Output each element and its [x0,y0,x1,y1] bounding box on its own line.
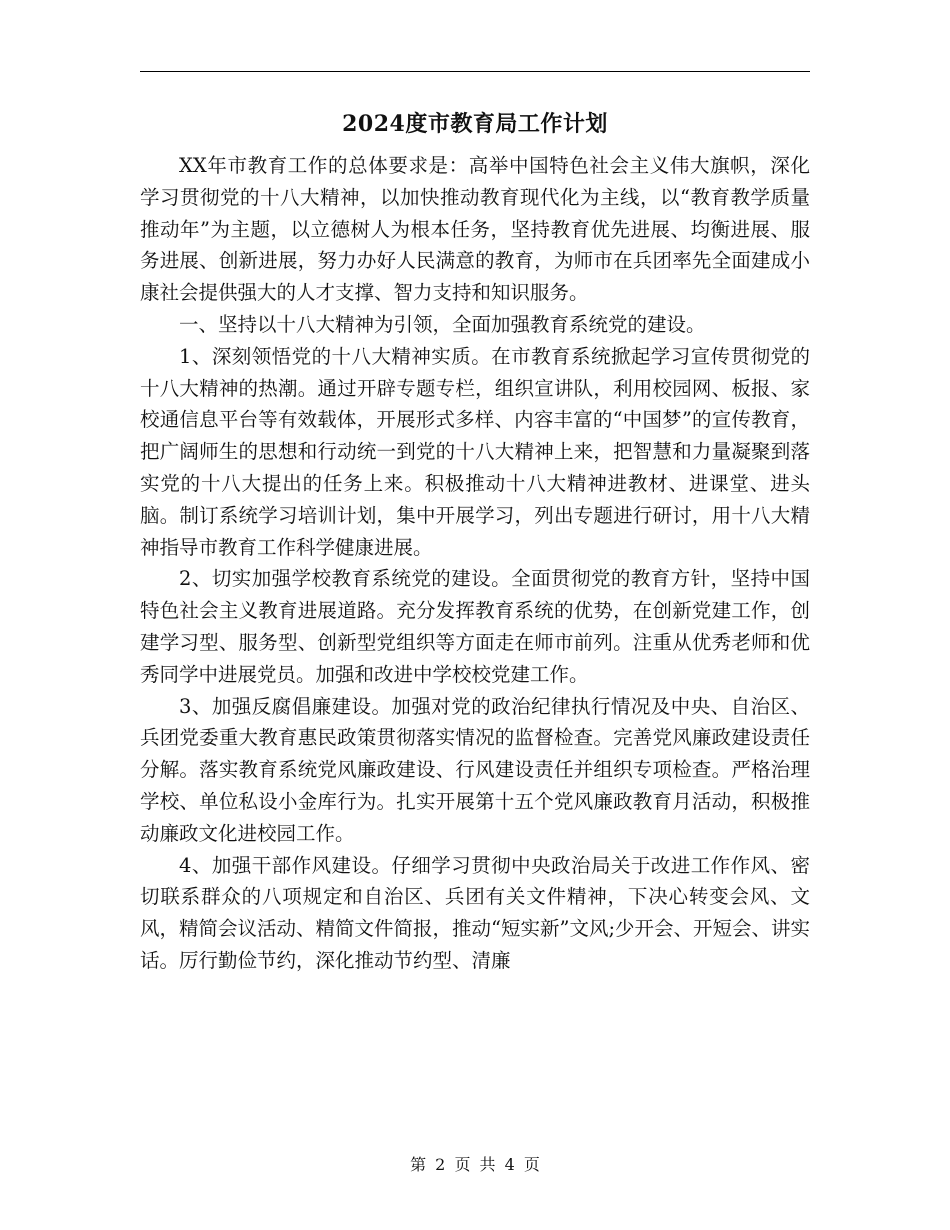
paragraph-item-4: 4、加强干部作风建设。仔细学习贯彻中央政治局关于改进工作作风、密切联系群众的八项规定和自治区、兵团有关文件精神，下决心转变会风、文风，精简会议活动、精简文件简报，推动“短实新”文风;少开会、开短会、讲实话。厉行勤俭节约，深化推动节约型、清廉 [140,853,811,972]
document-body [140,150,810,977]
paragraph-intro: XX年市教育工作的总体要求是：高举中国特色社会主义伟大旗帜，深化学习贯彻党的十八大精神，以加快推动教育现代化为主线，以“教育教学质量推动年”为主题，以立德树人为根本任务，坚持教育优先进展、均衡进展、服务进展、创新进展，努力办好人民满意的教育，为师市在兵团率先全面建成小康社会提供强大的人才支撑、智力支持和知识服务。 [140,154,810,305]
header-rule [140,71,810,72]
document-title: 2024度市教育局工作计划 [342,111,608,137]
page-number: 第 2 页 共 4 页 [410,1155,540,1174]
section-heading-1: 一、坚持以十八大精神为引领，全面加强教育系统党的建设。 [179,312,706,336]
paragraph-item-1: 1、深刻领悟党的十八大精神实质。在市教育系统掀起学习宣传贯彻党的十八大精神的热潮。通过开辟专题专栏，组织宣讲队，利用校园网、板报、家校通信息平台等有效载体，开展形式多样、内容丰富的“中国梦”的宣传教育，把广阔师生的思想和行动统一到党的十八大精神上来，把智慧和力量凝聚到落实党的十八大提出的任务上来。积极推动十八大精神进教材、进课堂、进头脑。制订系统学习培训计划，集中开展学习，列出专题进行研讨，用十八大精神指导市教育工作科学健康进展。 [140,344,810,559]
paragraph-item-2: 2、切实加强学校教育系统党的建设。全面贯彻党的教育方针，坚持中国特色社会主义教育进展道路。充分发挥教育系统的优势，在创新党建工作，创建学习型、服务型、创新型党组织等方面走在师市前列。注重从优秀老师和优秀同学中进展党员。加强和改进中学校校党建工作。 [140,567,810,686]
paragraph-item-3: 3、加强反腐倡廉建设。加强对党的政治纪律执行情况及中央、自治区、兵团党委重大教育惠民政策贯彻落实情况的监督检查。完善党风廉政建设责任分解。落实教育系统党风廉政建设、行风建设责任并组织专项检查。严格治理学校、单位私设小金库行为。扎实开展第十五个党风廉政教育月活动，积极推动廉政文化进校园工作。 [140,694,810,845]
